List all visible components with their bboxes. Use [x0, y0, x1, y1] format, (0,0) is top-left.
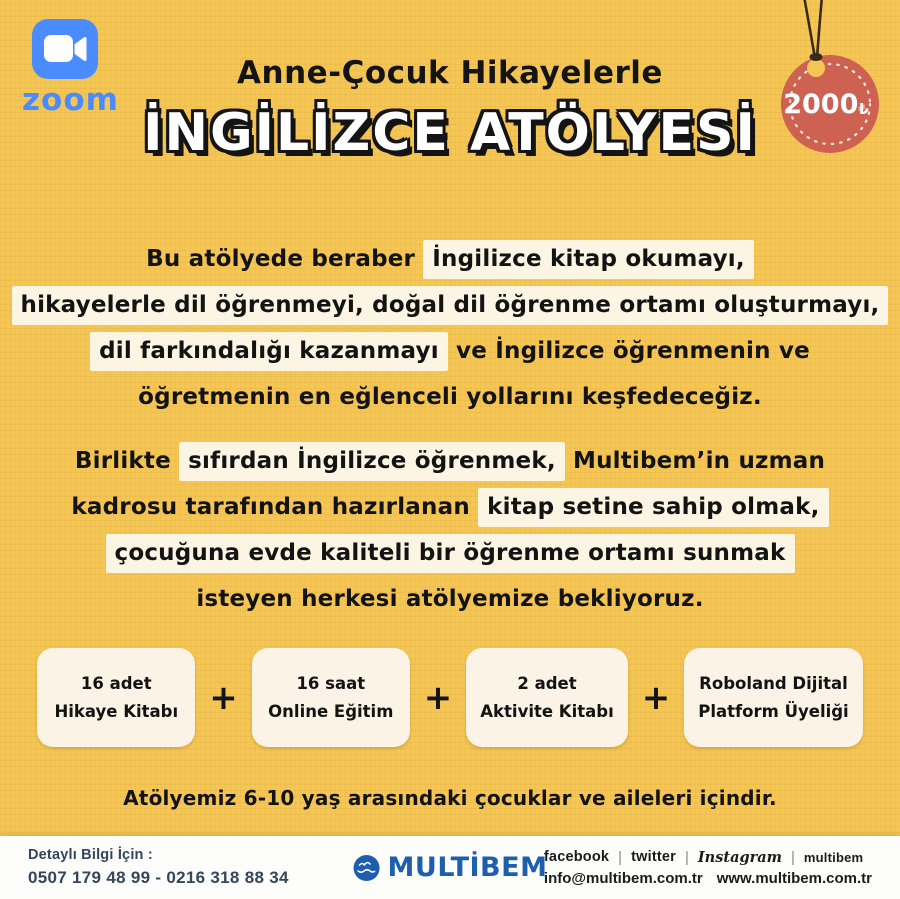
text-segment: Multibem’in uzman	[564, 448, 826, 474]
multibem-globe-icon	[353, 854, 381, 882]
separator: |	[618, 848, 623, 866]
plus-icon: +	[209, 677, 238, 718]
email-address: info@multibem.com.tr	[543, 869, 703, 887]
feature-row	[0, 648, 900, 747]
paragraph-1	[0, 236, 900, 420]
facebook-logo: facebook	[543, 849, 610, 865]
text-segment: Bu atölyede beraber	[146, 246, 424, 272]
multibem-wordmark: MULTİBEM	[387, 852, 548, 883]
feature-line2: Platform Üyeliği	[698, 701, 849, 721]
text-segment: kadrosu tarafından hazırlanan	[71, 494, 479, 520]
separator: |	[684, 848, 689, 866]
poster-subtitle: Anne-Çocuk Hikayelerle	[237, 55, 663, 91]
feature-line1: Roboland Dijital	[699, 674, 848, 694]
body-copy	[0, 236, 900, 640]
text-line	[0, 438, 900, 484]
text-segment: ve İngilizce öğrenmenin ve	[447, 338, 810, 364]
feature-line1: 16 adet	[80, 674, 152, 694]
footer-social	[544, 849, 872, 887]
footer	[0, 836, 900, 899]
text-line	[0, 484, 900, 530]
social-handle: multibem	[803, 849, 864, 865]
paragraph-2	[0, 438, 900, 622]
price-amount: 2000₺	[783, 89, 869, 120]
twitter-logo: twitter	[631, 849, 676, 865]
website-url: www.multibem.com.tr	[716, 869, 872, 887]
header	[0, 55, 900, 163]
footer-info-label: Detaylı Bilgi İçin :	[28, 847, 153, 863]
age-note: Atölyemiz 6-10 yaş arasındaki çocuklar ve aileleri içindir.	[123, 786, 777, 810]
text-line	[0, 374, 900, 420]
multibem-logo	[353, 852, 548, 883]
feature-box-hikaye-kitabi	[37, 648, 195, 747]
footer-phone-numbers: 0507 179 48 99 - 0216 318 88 34	[28, 868, 289, 887]
highlighted-text: sıfırdan İngilizce öğrenmek,	[179, 442, 565, 481]
feature-box-aktivite-kitabi	[466, 648, 627, 747]
feature-line2: Aktivite Kitabı	[480, 701, 614, 721]
text-line	[0, 236, 900, 282]
plus-icon: +	[641, 677, 671, 718]
social-row	[544, 849, 872, 866]
feature-box-roboland	[684, 648, 862, 747]
poster-title: İNGİLİZCE ATÖLYESİ	[143, 103, 757, 163]
feature-line1: 16 saat	[296, 674, 366, 694]
highlighted-text: çocuğuna evde kaliteli bir öğrenme ortamı sunmak	[106, 534, 795, 573]
feature-box-online-egitim	[252, 648, 410, 747]
feature-line1: 2 adet	[517, 674, 577, 694]
text-line	[0, 576, 900, 622]
text-line	[0, 328, 900, 374]
text-segment: Birlikte	[74, 448, 180, 474]
separator: |	[791, 848, 795, 866]
feature-line2: Hikaye Kitabı	[54, 701, 179, 721]
text-line	[0, 282, 900, 328]
footer-contact	[28, 847, 289, 888]
feature-line2: Online Eğitim	[268, 701, 394, 721]
text-line	[0, 530, 900, 576]
text-segment: isteyen herkesi atölyemize bekliyoruz.	[196, 586, 704, 612]
links-row	[544, 870, 872, 887]
highlighted-text: dil farkındalığı kazanmayı	[90, 332, 448, 371]
plus-icon: +	[423, 677, 453, 718]
highlighted-text: kitap setine sahip olmak,	[478, 488, 828, 527]
highlighted-text: hikayelerle dil öğrenmeyi, doğal dil öğrenme ortamı oluşturmayı,	[12, 286, 889, 325]
zoom-wordmark: zoom	[22, 82, 119, 118]
text-segment: öğretmenin en eğlenceli yollarını keşfedeceğiz.	[138, 384, 762, 410]
instagram-logo: Instagram	[697, 848, 782, 866]
highlighted-text: İngilizce kitap okumayı,	[423, 240, 754, 279]
